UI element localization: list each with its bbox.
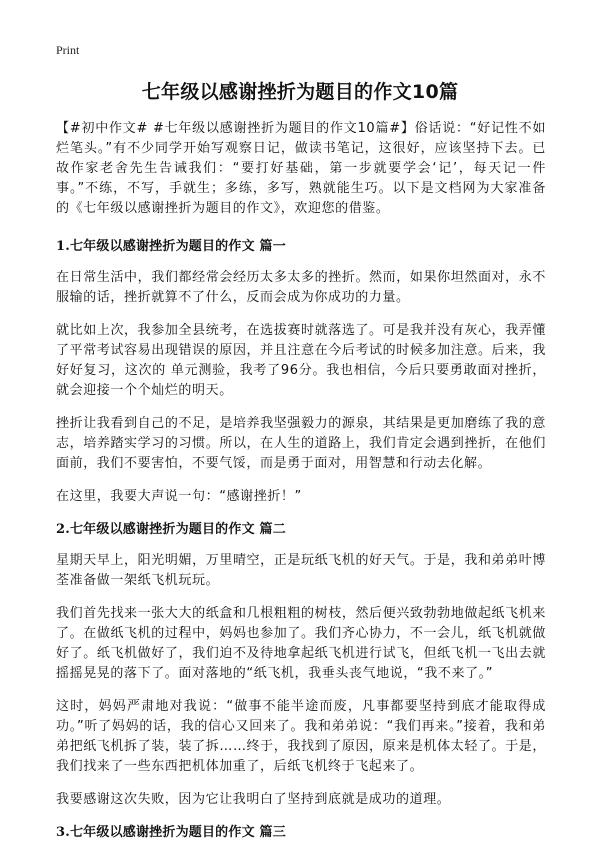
essay-section-1 (56, 237, 546, 507)
section-heading: 2.七年级以感谢挫折为题目的作文 篇二 (56, 522, 286, 537)
print-link[interactable]: Print (56, 43, 80, 57)
paragraph: 我们首先找来一张大大的纸盒和几根粗粗的树枝，然后便兴致勃勃地做起纸飞机来了。在做纸飞机的过程中，妈妈也参加了。我们齐心协力，不一会儿，纸飞机就做好了。纸飞机做好了，我们迫不及待地拿起纸飞机进行试飞，但纸飞机一飞出去就摇摇晃晃的落下了。面对落地的“纸飞机，我垂头丧气地说，“我不来了。” (56, 606, 546, 681)
article-body (56, 119, 546, 854)
intro-paragraph: 【#初中作文# #七年级以感谢挫折为题目的作文10篇#】俗话说：“好记性不如烂笔头。”有不少同学开始写观察日记，做读书笔记，这很好，应该坚持下去。已故作家老舍先生告诫我们：“要打好基础，第一步就要学会‘记’，每天记一件事。”不练，不写，手就生；多练，多写，熟就能生巧。以下是文档网为大家准备的《七年级以感谢挫折为题目的作文》，欢迎您的借鉴。 (56, 121, 546, 216)
paragraph: 就比如上次，我参加全县统考，在选拔赛时就落选了。可是我并没有灰心，我弄懂了平常考试容易出现错误的原因，并且注意在今后考试的时候多加注意。后来，我好好复习，这次的 单元测验，我考了96分。我也相信，今后只要勇敢面对挫折，就会迎接一个个灿烂的明天。 (56, 323, 546, 398)
paragraph: 星期天早上，阳光明媚，万里晴空，正是玩纸飞机的好天气。于是，我和弟弟叶博荃准备做一架纸飞机玩玩。 (56, 553, 546, 588)
essay-section-2 (56, 520, 546, 810)
essay-section-3 (56, 823, 546, 843)
paragraph: 挫折让我看到自己的不足，是培养我坚强毅力的源泉，其结果是更加磨练了我的意志，培养踏实学习的习惯。所以，在人生的道路上，我们肯定会遇到挫折，在他们面前，我们不要害怕，不要气馁，而是勇于面对，用智慧和行动去化解。 (56, 416, 546, 471)
section-heading: 3.七年级以感谢挫折为题目的作文 篇三 (56, 825, 286, 840)
paragraph: 在这里，我要大声说一句：“感谢挫折！” (56, 489, 302, 504)
paragraph: 我要感谢这次失败，因为它让我明白了坚持到底就是成功的道理。 (56, 792, 451, 807)
page-title: 七年级以感谢挫折为题目的作文10篇 (141, 81, 459, 103)
paragraph: 这时，妈妈严肃地对我说：“做事不能半途而废，凡事都要坚持到底才能取得成功。”听了妈妈的话，我的信心又回来了。我和弟弟说：“我们再来。”接着，我和弟弟把纸飞机拆了装，装了拆……终于，我找到了原因，原来是机体太轻了。于是，我们找来了一些东西把机体加重了，后纸飞机终于飞起来了。 (56, 699, 546, 774)
paragraph: 在日常生活中，我们都经常会经历太多太多的挫折。然而，如果你坦然面对，永不服输的话，挫折就算不了什么，反而会成为你成功的力量。 (56, 270, 546, 305)
section-heading: 1.七年级以感谢挫折为题目的作文 篇一 (56, 239, 286, 254)
